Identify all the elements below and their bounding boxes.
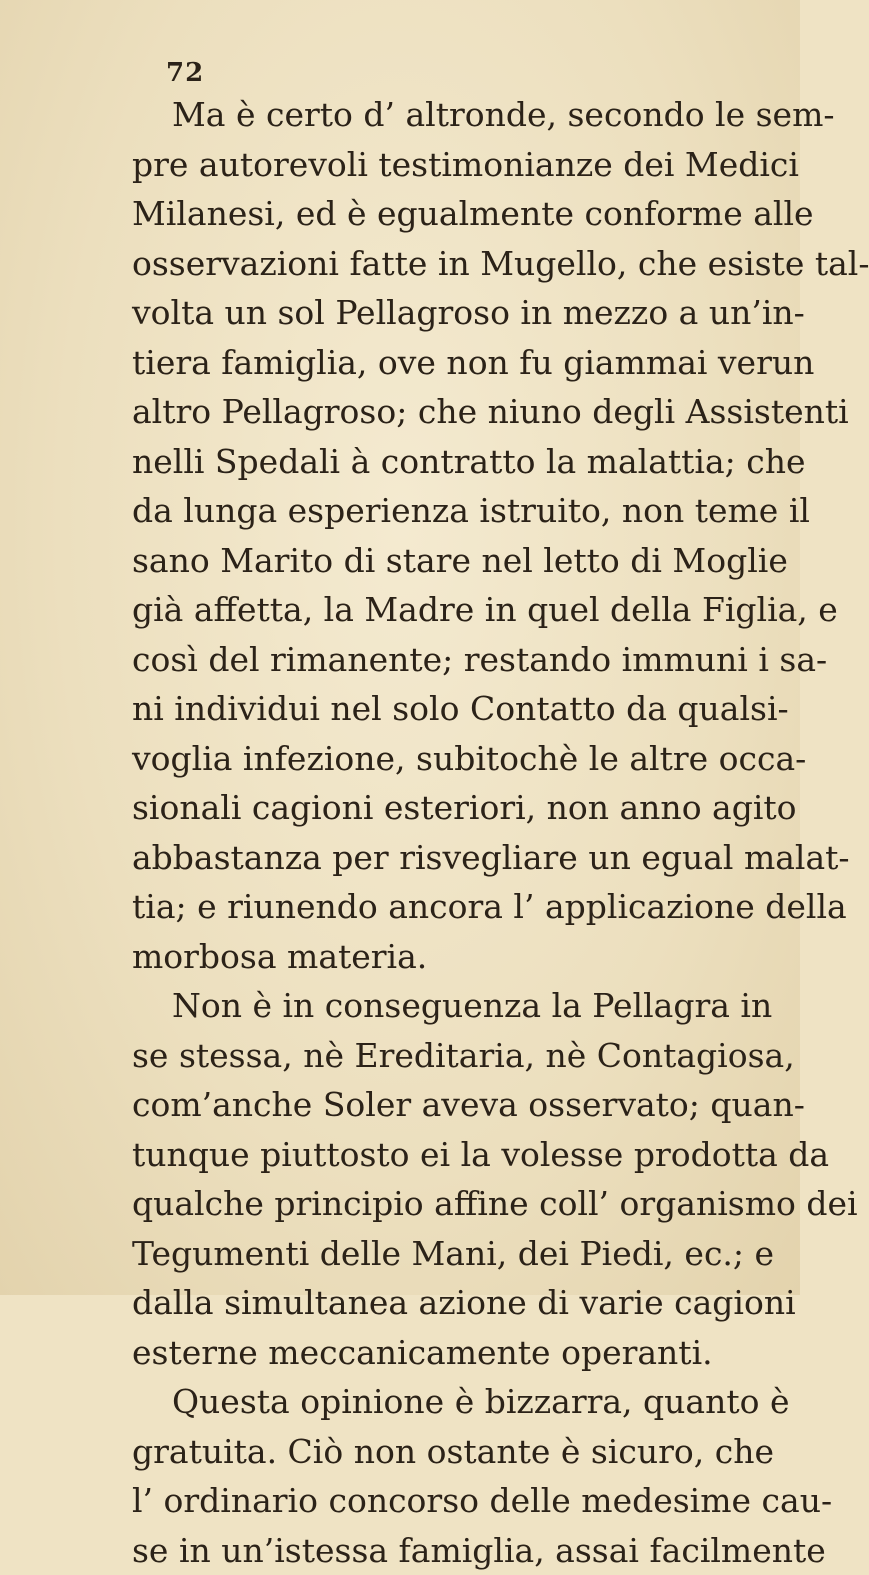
text-line: sionali cagioni esteriori, non anno agito — [132, 783, 772, 833]
text-line: qualche principio affine coll’ organismo dei — [132, 1179, 772, 1229]
text-line: Non è in conseguenza la Pellagra in — [132, 981, 772, 1031]
text-line: morbosa materia. — [132, 932, 772, 982]
text-line: Milanesi, ed è egualmente conforme alle — [132, 189, 772, 239]
text-line: osservazioni fatte in Mugello, che esiste tal- — [132, 239, 772, 289]
text-line: Tegumenti delle Mani, dei Piedi, ec.; e — [132, 1229, 772, 1279]
body-text — [132, 90, 772, 1575]
text-line: com’anche Soler aveva osservato; quan- — [132, 1080, 772, 1130]
text-line: pre autorevoli testimonianze dei Medici — [132, 140, 772, 190]
text-line: abbastanza per risvegliare un egual malat- — [132, 833, 772, 883]
text-line: ni individui nel solo Contatto da qualsi- — [132, 684, 772, 734]
text-line: tunque piuttosto ei la volesse prodotta da — [132, 1130, 772, 1180]
text-line: tia; e riunendo ancora l’ applicazione della — [132, 882, 772, 932]
text-line: se in un’istessa famiglia, assai facilmente — [132, 1526, 772, 1575]
text-line: altro Pellagroso; che niuno degli Assistenti — [132, 387, 772, 437]
text-line: se stessa, nè Ereditaria, nè Contagiosa, — [132, 1031, 772, 1081]
text-line: voglia infezione, subitochè le altre occa- — [132, 734, 772, 784]
text-line: così del rimanente; restando immuni i sa- — [132, 635, 772, 685]
text-line: sano Marito di stare nel letto di Moglie — [132, 536, 772, 586]
text-line: l’ ordinario concorso delle medesime cau- — [132, 1476, 772, 1526]
text-line: da lunga esperienza istruito, non teme il — [132, 486, 772, 536]
text-line: nelli Spedali à contratto la malattia; che — [132, 437, 772, 487]
page-number: 72 — [166, 58, 204, 88]
text-line: già affetta, la Madre in quel della Figlia, e — [132, 585, 772, 635]
text-line: tiera famiglia, ove non fu giammai verun — [132, 338, 772, 388]
text-line: esterne meccanicamente operanti. — [132, 1328, 772, 1378]
text-line: gratuita. Ciò non ostante è sicuro, che — [132, 1427, 772, 1477]
text-line: volta un sol Pellagroso in mezzo a un’in- — [132, 288, 772, 338]
text-line: Ma è certo d’ altronde, secondo le sem- — [132, 90, 772, 140]
text-line: dalla simultanea azione di varie cagioni — [132, 1278, 772, 1328]
text-line: Questa opinione è bizzarra, quanto è — [132, 1377, 772, 1427]
